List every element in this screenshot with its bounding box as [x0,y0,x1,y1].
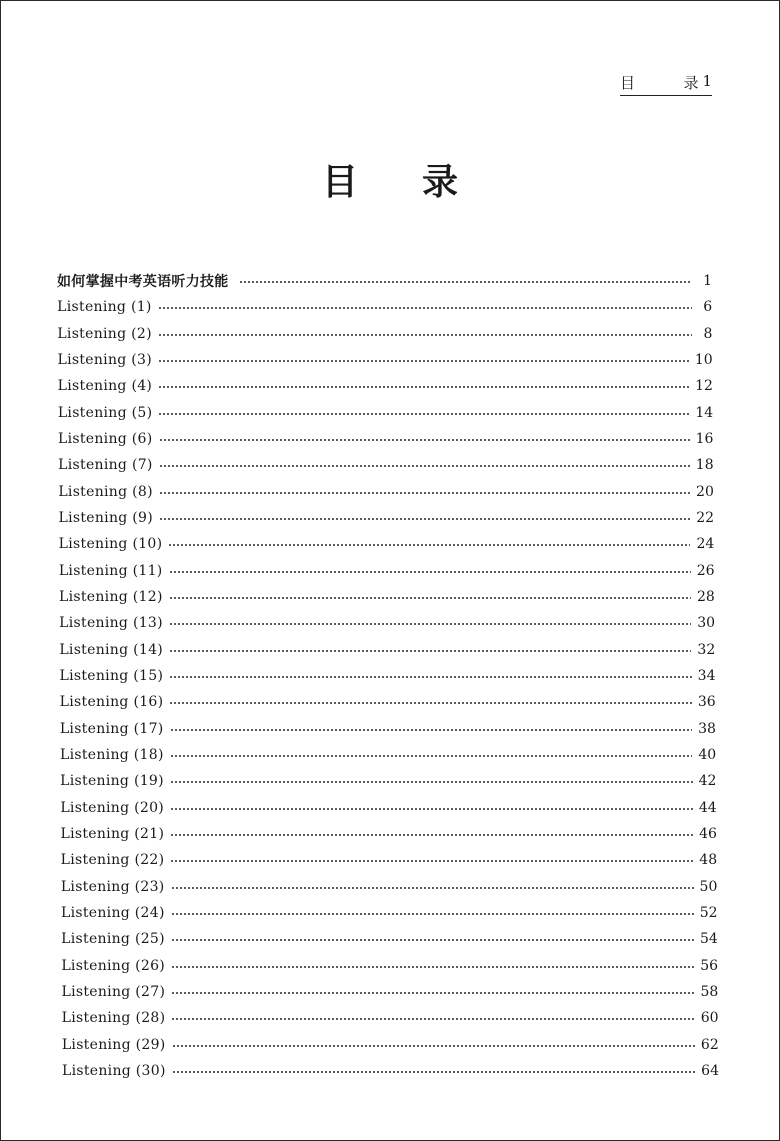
toc-entry-page-number: 14 [695,404,714,421]
toc-entry-page-number: 18 [695,457,714,474]
dot-leader [158,386,689,388]
toc-entry-page-number: 64 [701,1062,719,1079]
toc-entry-title: Listening (1) [57,299,152,316]
toc-entry-title: Listening (7) [58,457,153,474]
toc-entry[interactable] [61,849,717,871]
toc-entry[interactable] [60,797,716,819]
toc-entry-page-number: 56 [700,957,719,974]
dot-leader [158,307,693,309]
toc-entry[interactable] [59,560,715,582]
toc-entry-title: Listening (16) [59,694,164,711]
toc-entry-title: Listening (28) [61,1010,166,1027]
dot-leader [168,544,690,546]
toc-entry[interactable] [62,1034,719,1056]
dot-leader [171,992,694,994]
toc-entry-title: Listening (8) [58,483,153,500]
dot-leader [172,1045,695,1047]
toc-entry-page-number: 28 [696,588,715,605]
dot-leader [158,413,689,415]
toc-entry-page-number: 46 [699,825,717,842]
toc-entry[interactable] [62,981,719,1003]
toc-entry-page-number: 16 [695,430,714,447]
toc-entry[interactable] [61,928,718,950]
toc-entry-page-number: 26 [696,562,715,579]
toc-entry-title: Listening (3) [57,351,153,368]
toc-entry-page-number: 58 [700,983,719,1000]
toc-entry-title: Listening (9) [58,509,154,526]
toc-entry-page-number: 10 [694,351,713,368]
dot-leader [169,650,691,652]
toc-entry-title: Listening (14) [59,641,164,658]
dot-leader [159,518,690,520]
dot-leader [170,755,693,757]
toc-entry-title: Listening (13) [59,615,163,632]
toc-entry-page-number: 20 [696,483,714,500]
dot-leader [239,281,692,283]
toc-entry[interactable] [60,718,716,740]
dot-leader [171,1018,694,1020]
dot-leader [158,334,693,336]
toc-entry-page-number: 44 [698,799,717,816]
toc-entry[interactable] [59,586,715,608]
toc-entry-title: Listening (21) [60,825,165,842]
toc-entry[interactable] [58,481,714,503]
toc-entry-title: Listening (29) [61,1036,166,1053]
running-header [620,72,712,96]
toc-entry[interactable] [60,691,716,713]
toc-entry[interactable] [59,507,715,529]
toc-entry-title: Listening (10) [58,536,163,553]
toc-entry[interactable] [57,296,712,318]
dot-leader [158,360,689,362]
toc-entry-title: Listening (27) [61,983,166,1000]
dot-leader [169,702,692,704]
toc-entry[interactable] [59,639,715,661]
toc-entry[interactable] [60,770,716,792]
running-header-section: 目 [620,74,636,92]
toc-entry[interactable] [61,902,718,924]
toc-entry-page-number: 42 [698,773,717,790]
toc-entry[interactable] [58,428,713,450]
toc-entry-title: Listening (30) [62,1062,166,1079]
dot-leader [159,439,690,441]
toc-entry[interactable] [59,612,715,634]
dot-leader [171,887,694,889]
running-header-section-2: 录 [683,74,699,92]
toc-entry[interactable] [58,349,713,371]
toc-entry-page-number: 50 [699,878,718,895]
toc-entry-title: Listening (25) [61,931,165,948]
dot-leader [171,913,694,915]
toc-entry-title: Listening (20) [60,799,165,816]
toc-entry-title: Listening (26) [61,957,166,974]
toc-entry-page-number: 38 [698,720,716,737]
dot-leader [171,966,694,968]
toc-entry-title: Listening (18) [60,746,164,763]
toc-entry-page-number: 34 [697,667,716,684]
toc-entry-title: 如何掌握中考英语听力技能 [57,274,229,290]
toc-entry-title: Listening (15) [59,667,164,684]
toc-entry-page-number: 60 [700,1010,719,1027]
toc-entry[interactable] [61,823,717,845]
running-header-right [683,72,712,93]
toc-entry[interactable] [62,1060,719,1082]
toc-entry-page-number: 6 [703,299,713,316]
toc-entry[interactable] [58,402,713,424]
toc-entry-page-number: 54 [699,931,718,948]
toc-entry-title: Listening (2) [57,325,152,342]
running-header-page-number: 1 [702,72,712,90]
toc-entry-title: Listening (24) [61,904,165,921]
toc-entry[interactable] [58,375,713,397]
toc-entry-page-number: 32 [697,641,716,658]
toc-entry-page-number: 48 [699,852,718,869]
toc-entry[interactable] [59,533,715,555]
toc-entry-page-number: 22 [696,509,715,526]
dot-leader [169,571,691,573]
dot-leader [169,597,691,599]
toc-entry-page-number: 62 [700,1036,719,1053]
toc-entry-title: Listening (17) [59,720,164,737]
toc-entry-title: Listening (22) [60,852,165,869]
toc-entry-title: Listening (6) [58,430,153,447]
dot-leader [170,729,693,731]
toc-entry[interactable] [57,323,712,345]
toc-entry-page-number: 1 [703,273,712,289]
toc-entry-page-number: 12 [695,378,713,395]
dot-leader [171,939,694,941]
dot-leader [170,808,693,810]
toc-entry-page-number: 24 [696,536,715,553]
toc-entry-page-number: 40 [698,746,717,763]
toc-entry-intro[interactable] [57,270,712,292]
toc-entry-title: Listening (12) [59,588,163,605]
toc-entry-page-number: 52 [699,904,718,921]
toc-entry[interactable] [61,955,718,977]
toc-entry-title: Listening (5) [57,404,153,421]
dot-leader [170,781,693,783]
toc-entry-page-number: 30 [697,615,716,632]
toc-entry-page-number: 36 [697,694,716,711]
toc-entry[interactable] [60,665,716,687]
dot-leader [170,860,693,862]
toc-entry-page-number: 8 [703,325,713,342]
dot-leader [172,1071,695,1073]
dot-leader [170,834,693,836]
dot-leader [169,676,691,678]
toc-entry-title: Listening (23) [60,878,165,895]
toc-entry[interactable] [60,744,716,766]
toc-entry-title: Listening (4) [57,378,153,395]
toc-entry-title: Listening (11) [58,562,163,579]
dot-leader [159,492,690,494]
dot-leader [169,623,691,625]
dot-leader [159,465,690,467]
toc-entry[interactable] [62,1007,719,1029]
toc-entry[interactable] [61,876,718,898]
toc-entry-title: Listening (19) [60,773,164,790]
page-title: 目录 [321,162,522,203]
toc-entry[interactable] [58,454,713,476]
